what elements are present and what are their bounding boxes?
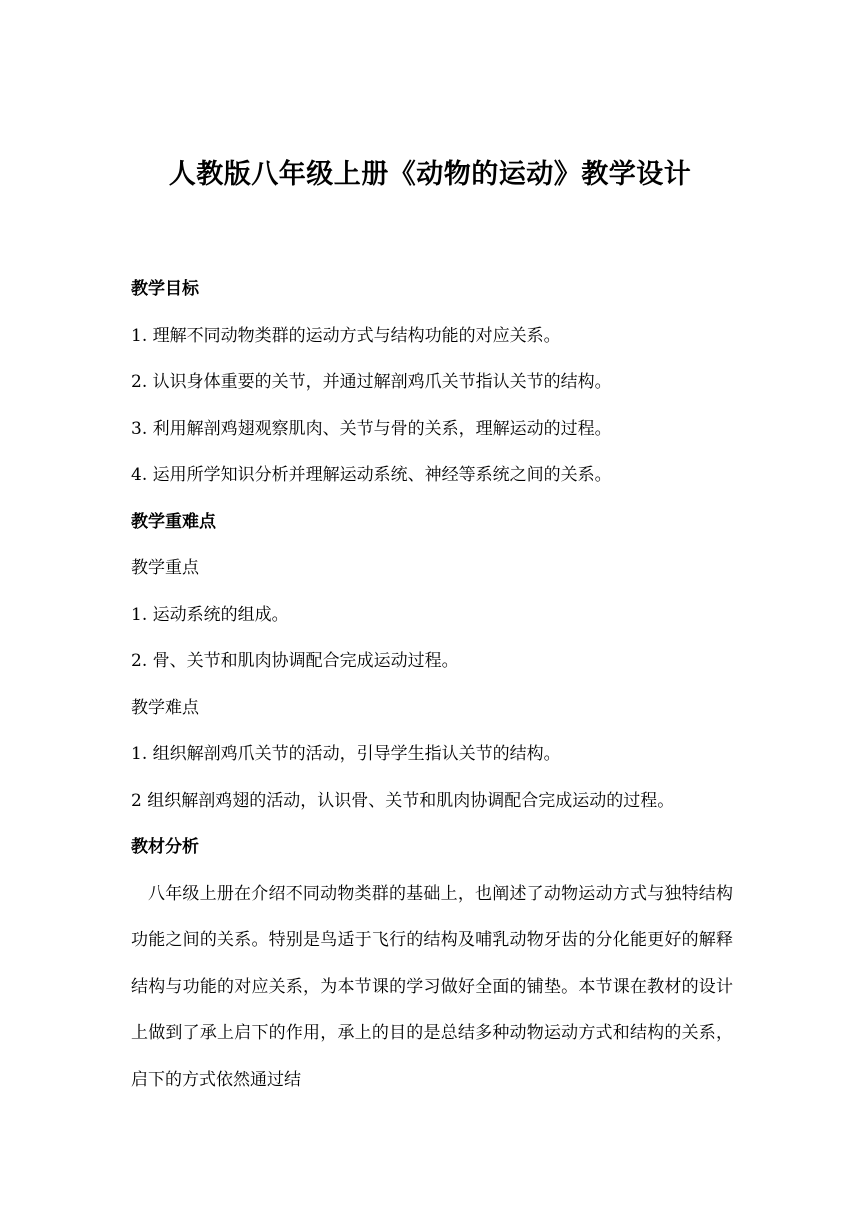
section-heading-analysis: 教材分析 xyxy=(131,837,199,857)
document-body xyxy=(131,266,733,1103)
difficult-point-item-2: 2 组织解剖鸡翅的活动，认识骨、关节和肌肉协调配合完成运动的过程。 xyxy=(131,790,675,811)
objective-item-4: 4. 运用所学知识分析并理解运动系统、神经等系统之间的关系。 xyxy=(131,465,612,485)
difficult-points-label: 教学难点 xyxy=(131,697,199,718)
key-point-item-2: 2. 骨、关节和肌肉协调配合完成运动过程。 xyxy=(131,651,459,671)
key-point-item-1: 1. 运动系统的组成。 xyxy=(131,604,289,625)
objective-item-1: 1. 理解不同动物类群的运动方式与结构功能的对应关系。 xyxy=(131,325,561,346)
section-heading-objectives: 教学目标 xyxy=(131,279,199,299)
analysis-paragraph: 八年级上册在介绍不同动物类群的基础上，也阐述了动物运动方式与独特结构功能之间的关系。特别是鸟适于飞行的结构及哺乳动物牙齿的分化能更好的解释结构与功能的对应关系，为本节课的学习做好全面的铺垫。本节课在教材的设计上做到了承上启下的作用，承上的目的是总结多种动物运动方式和结构的关系，启下的方式依然通过结 xyxy=(131,883,733,1090)
objective-item-2: 2. 认识身体重要的关节，并通过解剖鸡爪关节指认关节的结构。 xyxy=(131,372,612,392)
difficult-point-item-1: 1. 组织解剖鸡爪关节的活动，引导学生指认关节的结构。 xyxy=(131,744,561,764)
document-title: 人教版八年级上册《动物的运动》教学设计 xyxy=(168,159,692,190)
key-points-label: 教学重点 xyxy=(131,558,199,578)
objective-item-3: 3. 利用解剖鸡翅观察肌肉、关节与骨的关系，理解运动的过程。 xyxy=(131,418,612,439)
section-heading-key-difficult: 教学重难点 xyxy=(131,511,216,532)
